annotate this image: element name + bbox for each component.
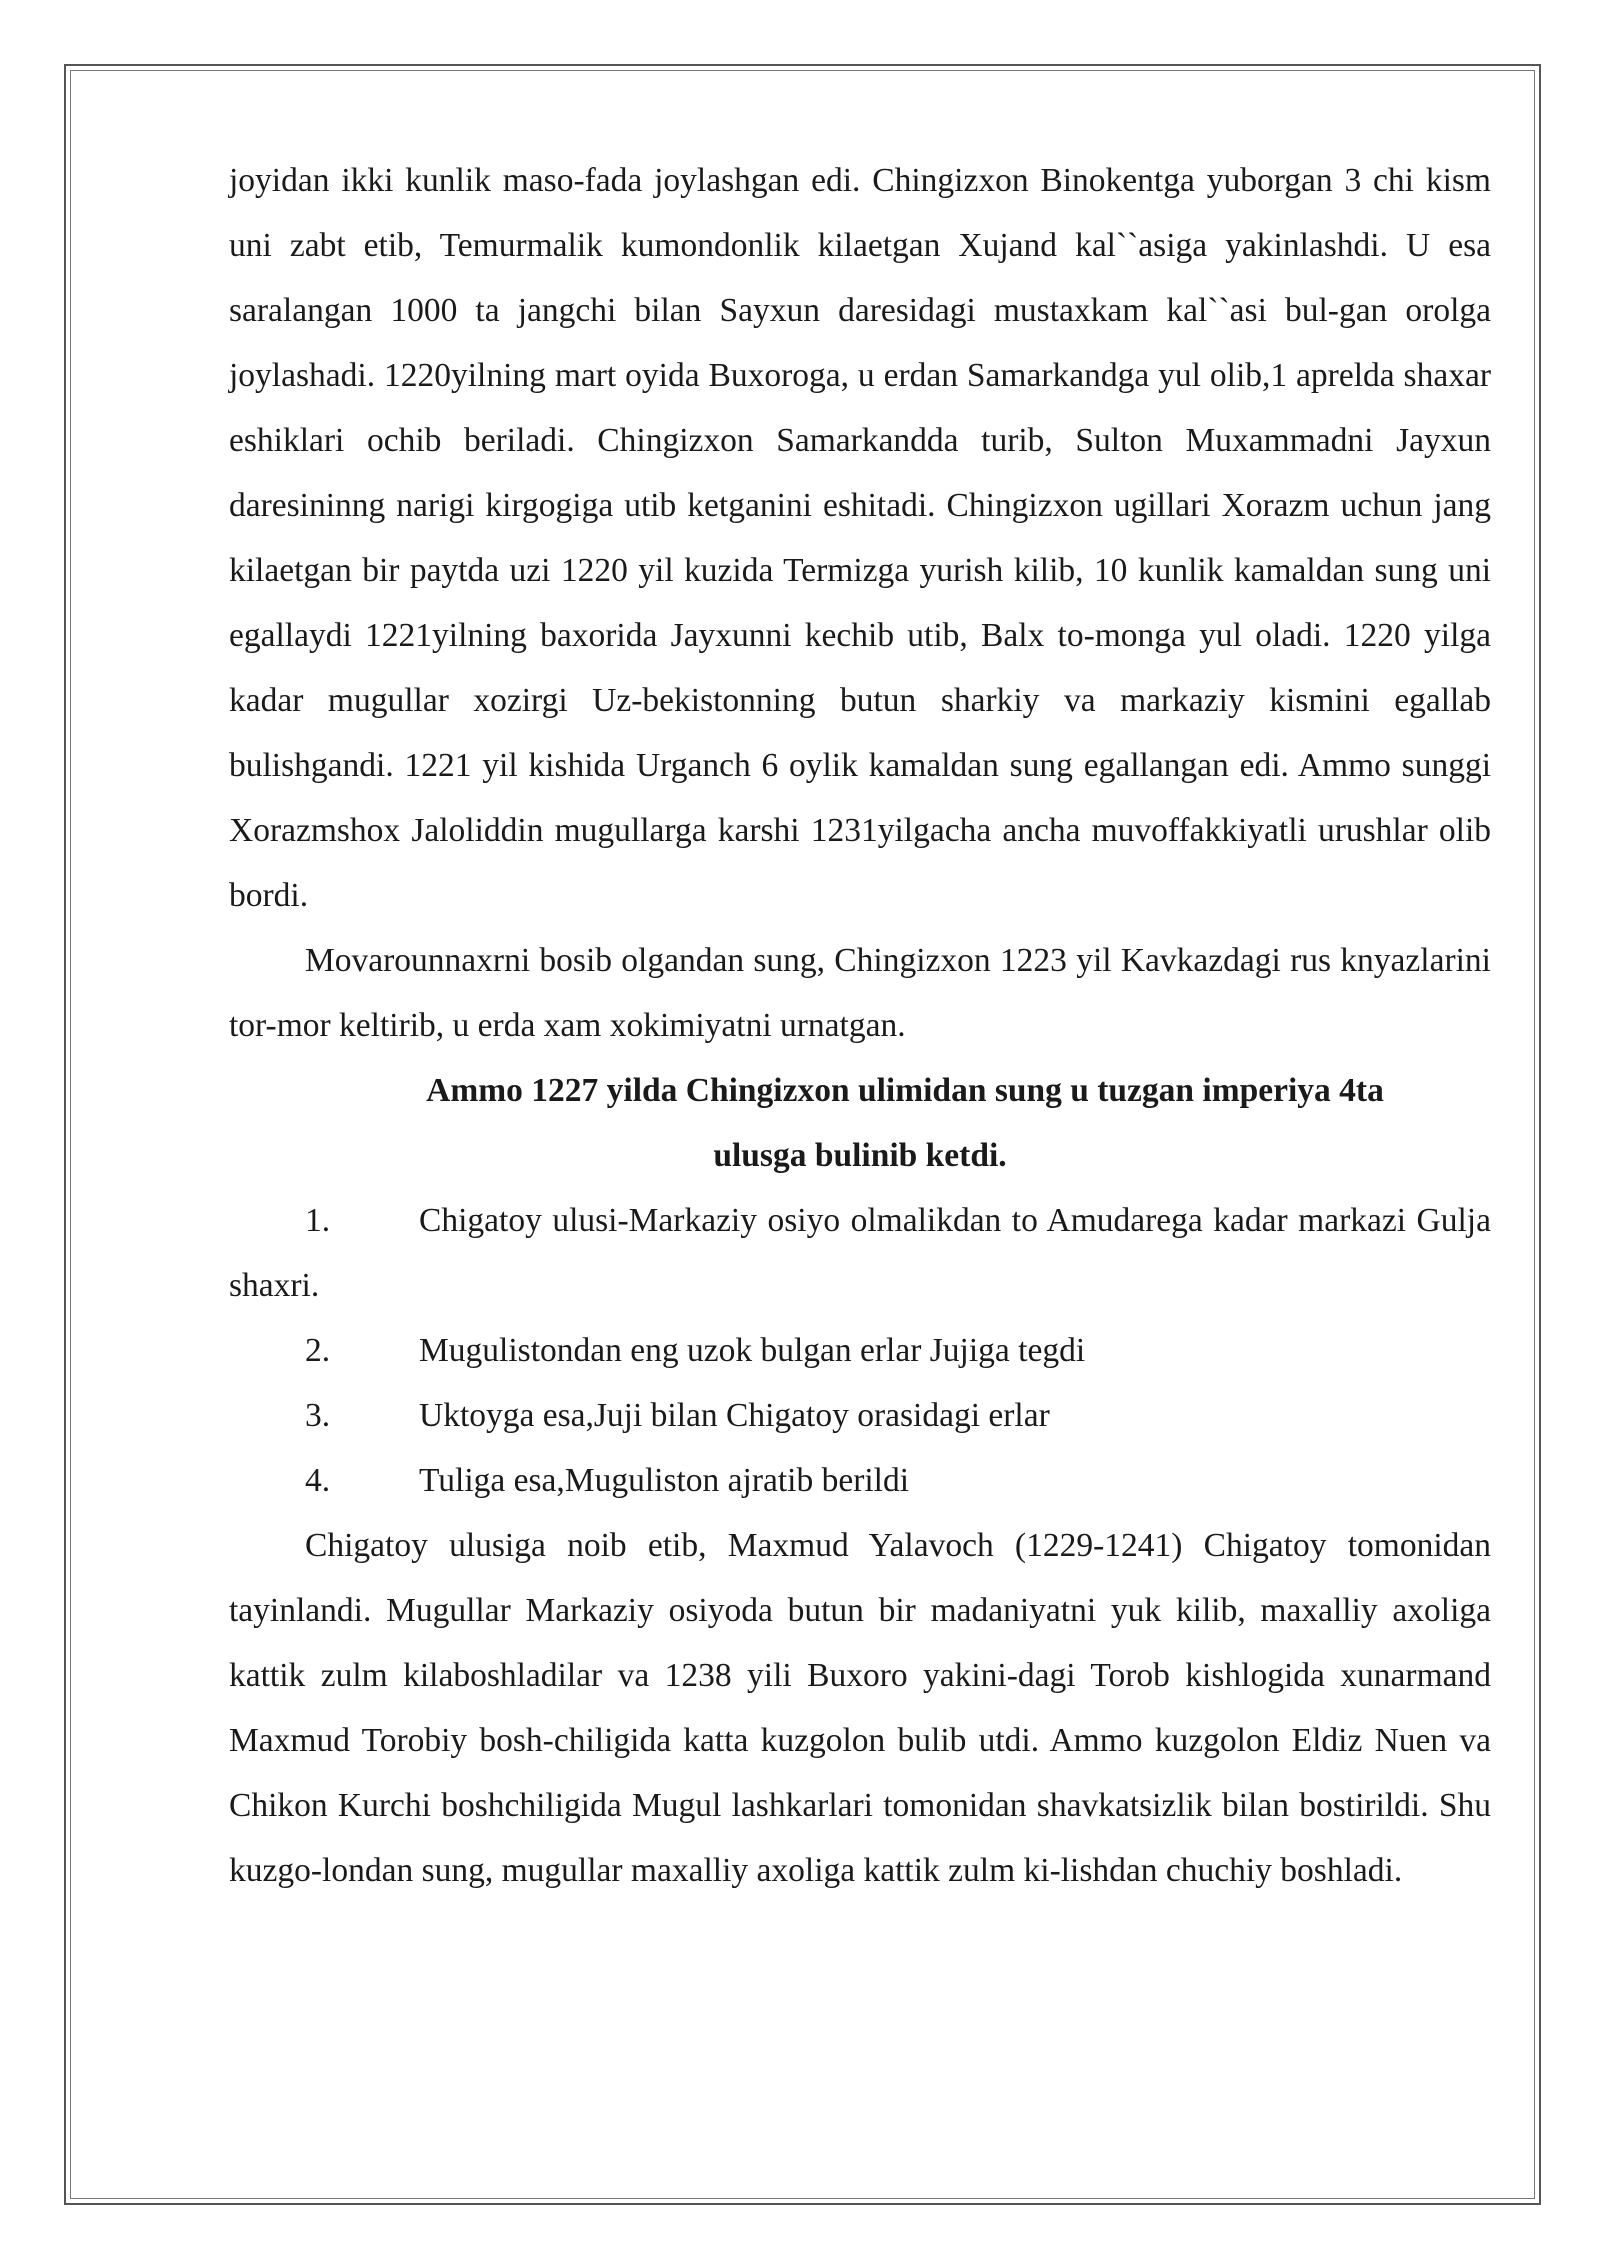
document-body: [229, 148, 1491, 1903]
section-heading-line-1: Ammo 1227 yilda Chingizxon ulimidan sung u tuzgan imperiya 4ta: [426, 1072, 1384, 1109]
section-heading-line-2: ulusga bulinib ketdi.: [713, 1137, 1007, 1174]
list-item: [229, 1188, 1491, 1318]
ulus-list: [229, 1188, 1491, 1513]
list-number: 4.: [305, 1462, 331, 1499]
paragraph-chigatoy-ulus: Chigatoy ulusiga noib etib, Maxmud Yalavoch (1229-1241) Chigatoy tomonidan tayinlandi. Mugullar Markaziy osiyoda butun bir madaniyatni yuk kilib, maxalliy axoliga kattik zulm kilaboshladilar va 1238 yili Buxoro yakini-dagi Torob kishlogida xunarmand Maxmud Torobiy bosh-chiligida katta kuzgolon bulib utdi. Ammo kuzgolon Eldiz Nuen va Chikon Kurchi boshchiligida Mugul lashkarlari tomonidan shavkatsizlik bilan bostirildi. Shu kuzgo-londan sung, mugullar maxalliy axoliga kattik zulm ki-lishdan chuchiy boshladi.: [229, 1527, 1491, 1889]
paragraph-conquest: joyidan ikki kunlik maso-fada joylashgan edi. Chingizxon Binokentga yuborgan 3 chi kism uni zabt etib, Temurmalik kumondonlik kilaetgan Xujand kal``asiga yakinlashdi. U esa saralangan 1000 ta jangchi bilan Sayxun daresidagi mustaxkam kal``asi bul-gan orolga joylashadi. 1220yilning mart oyida Buxoroga, u erdan Samarkandga yul olib,1 aprelda shaxar eshiklari ochib beriladi. Chingizxon Samarkandda turib, Sulton Muxammadni Jayxun daresininng narigi kirgogiga utib ketganini eshitadi. Chingizxon ugillari Xorazm uchun jang kilaetgan bir paytda uzi 1220 yil kuzida Termizga yurish kilib, 10 kunlik kamaldan sung uni egallaydi 1221yilning baxorida Jayxunni kechib utib, Balx to-monga yul oladi. 1220 yilga kadar mugullar xozirgi Uz-bekistonning butun sharkiy va markaziy kismini egallab bulishgandi. 1221 yil kishida Urganch 6 oylik kamaldan sung egallangan edi. Ammo sunggi Xorazmshox Jaloliddin mugullarga karshi 1231yilgacha ancha muvoffakkiyatli urushlar olib bordi.: [229, 162, 1491, 914]
list-text: Mugulistondan eng uzok bulgan erlar Jujiga tegdi: [419, 1332, 1086, 1369]
paragraph-caucasus: Movarounnaxrni bosib olgandan sung, Chingizxon 1223 yil Kavkazdagi rus knyazlarini tor-mor keltirib, u erda xam xokimiyatni urnatgan.: [229, 942, 1491, 1044]
list-text: Tuliga esa,Muguliston ajratib berildi: [419, 1462, 910, 1499]
list-number: 3.: [305, 1397, 331, 1434]
list-item: [229, 1448, 1491, 1513]
list-number: 1.: [305, 1202, 331, 1239]
list-number: 2.: [305, 1332, 331, 1369]
list-item: [229, 1383, 1491, 1448]
list-text: Uktoyga esa,Juji bilan Chigatoy orasidagi erlar: [419, 1397, 1050, 1434]
list-item: [229, 1318, 1491, 1383]
list-text: Chigatoy ulusi-Markaziy osiyo olmalikdan to Amudarega kadar markazi Gulja shaxri.: [229, 1202, 1491, 1304]
